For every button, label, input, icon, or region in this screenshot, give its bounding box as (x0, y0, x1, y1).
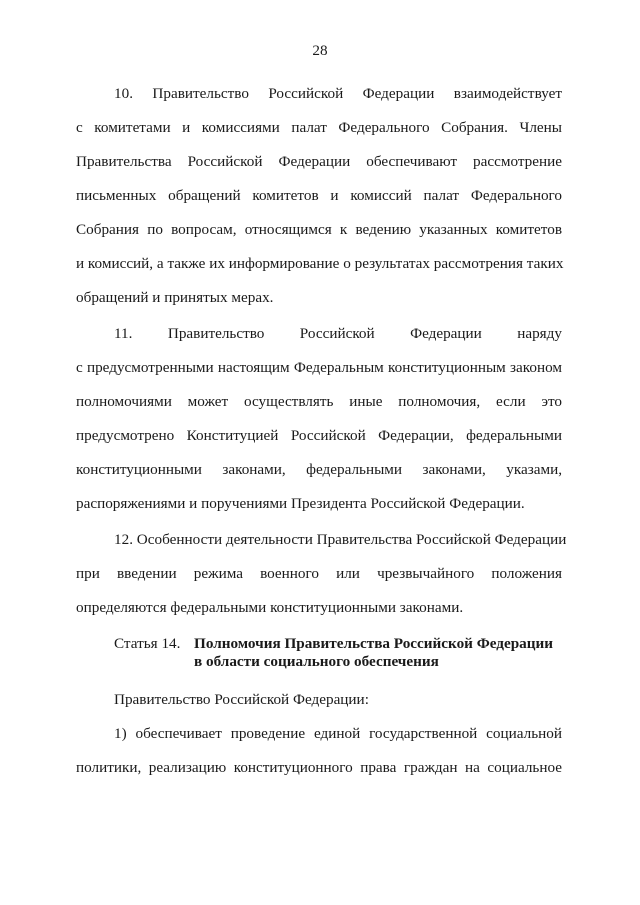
paragraph-11-line: полномочиями может осуществлять иные полномочия, если это (76, 393, 562, 410)
paragraph-10-line: Правительства Российской Федерации обеспечивают рассмотрение (76, 153, 562, 170)
paragraph-11-line: предусмотрено Конституцией Российской Федерации, федеральными (76, 427, 562, 444)
paragraph-12-line: 12. Особенности деятельности Правительства Российской Федерации (114, 531, 567, 548)
paragraph-11-line: конституционными законами, федеральными законами, указами, (76, 461, 562, 478)
article-title-line: в области социального обеспечения (194, 653, 439, 670)
page-number: 28 (312, 42, 328, 59)
paragraph-10-line: с комитетами и комиссиями палат Федерального Собрания. Члены (76, 119, 562, 136)
paragraph-10-line: обращений и принятых мерах. (76, 289, 274, 306)
paragraph-12-line: при введении режима военного или чрезвычайного положения (76, 565, 562, 582)
paragraph-11-line: с предусмотренными настоящим Федеральным конституционным законом (76, 359, 562, 376)
article-title-line: Полномочия Правительства Российской Федерации (194, 635, 554, 652)
article-intro: Правительство Российской Федерации: (114, 691, 369, 708)
item-1-line: политики, реализацию конституционного права граждан на социальное (76, 759, 562, 776)
paragraph-12-line: определяются федеральными конституционными законами. (76, 599, 464, 616)
paragraph-11-line: распоряжениями и поручениями Президента Российской Федерации. (76, 495, 525, 512)
paragraph-10-line: и комиссий, а также их информирование о результатах рассмотрения таких (76, 255, 564, 272)
item-1-line: 1) обеспечивает проведение единой государственной социальной (114, 725, 562, 742)
paragraph-10-line: Собрания по вопросам, относящимся к ведению указанных комитетов (76, 221, 562, 238)
paragraph-10-line: 10. Правительство Российской Федерации взаимодействует (114, 85, 562, 102)
paragraph-10-line: письменных обращений комитетов и комиссий палат Федерального (76, 187, 562, 204)
article-label: Статья 14. (114, 635, 181, 652)
paragraph-11-line: 11. Правительство Российской Федерации наряду (114, 325, 562, 342)
